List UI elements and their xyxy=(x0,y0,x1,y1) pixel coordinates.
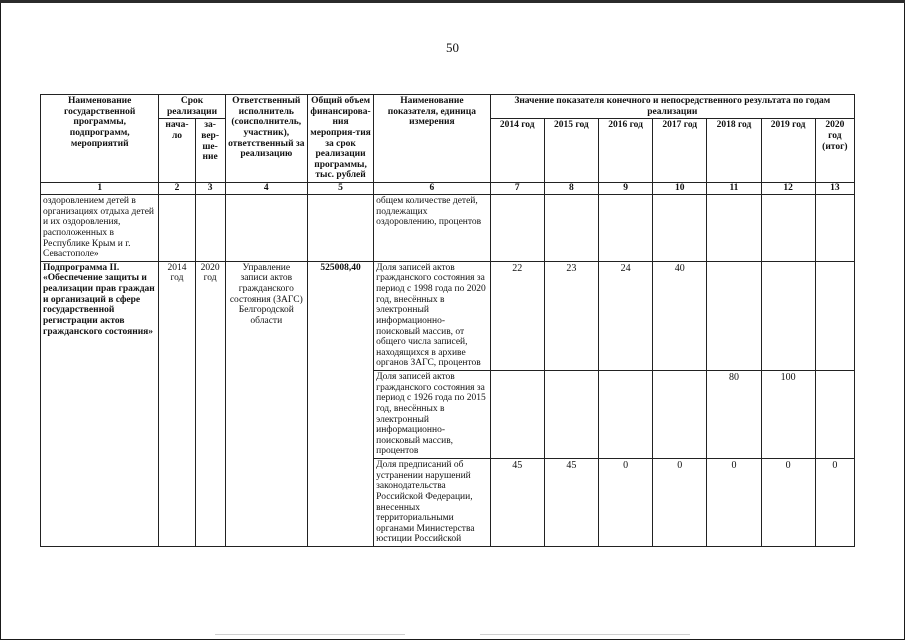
value-cell: 45 xyxy=(544,459,598,547)
header-end: за-вер-ше-ние xyxy=(195,119,225,183)
column-number: 8 xyxy=(544,183,598,195)
page-number: 50 xyxy=(446,40,459,55)
empty-cell xyxy=(159,195,195,262)
empty-cell xyxy=(195,195,225,262)
value-cell: 0 xyxy=(598,459,652,547)
value-cell: 0 xyxy=(761,459,815,547)
column-number: 11 xyxy=(707,183,761,195)
value-cell xyxy=(815,261,854,370)
empty-cell xyxy=(598,195,652,262)
header-indicator: Наименование показателя, единица измерения xyxy=(374,95,490,183)
column-number: 10 xyxy=(653,183,707,195)
executor-cell: Управление записи актов гражданского состояния (ЗАГС) Белгородской области xyxy=(225,261,307,546)
value-cell xyxy=(815,371,854,459)
header-year-2020: 2020 год (итог) xyxy=(815,119,854,183)
value-cell: 100 xyxy=(761,371,815,459)
header-year-2018: 2018 год xyxy=(707,119,761,183)
column-number: 1 xyxy=(41,183,159,195)
empty-cell xyxy=(653,195,707,262)
scan-line xyxy=(215,634,405,635)
column-number: 2 xyxy=(159,183,195,195)
header-term: Срок реализации xyxy=(159,95,225,119)
end-year-cell: 2020 год xyxy=(195,261,225,546)
value-cell: 40 xyxy=(653,261,707,370)
header-year-2019: 2019 год xyxy=(761,119,815,183)
column-number: 9 xyxy=(598,183,652,195)
value-cell xyxy=(544,371,598,459)
value-cell: 24 xyxy=(598,261,652,370)
empty-cell xyxy=(490,195,544,262)
header-values: Значение показателя конечного и непосредственного результата по годам реализации xyxy=(490,95,854,119)
table-row xyxy=(41,195,855,262)
value-cell xyxy=(490,371,544,459)
column-number-row xyxy=(41,183,855,195)
header-year-2015: 2015 год xyxy=(544,119,598,183)
header-year-2017: 2017 год xyxy=(653,119,707,183)
column-number: 4 xyxy=(225,183,307,195)
start-year-cell: 2014 год xyxy=(159,261,195,546)
empty-cell xyxy=(815,195,854,262)
column-number: 6 xyxy=(374,183,490,195)
value-cell: 0 xyxy=(815,459,854,547)
header-funding: Общий объем финансирова-ния мероприя-тия за срок реализации программы, тыс. рублей xyxy=(307,95,373,183)
indicator-cell: Доля записей актов гражданского состояния за период с 1926 года по 2015 год, внесённых в электронный информационно-поисковый массив, процентов xyxy=(374,371,490,459)
value-cell: 23 xyxy=(544,261,598,370)
value-cell: 22 xyxy=(490,261,544,370)
empty-cell xyxy=(307,195,373,262)
program-name-cell: оздоровлением детей в организациях отдыха детей и их оздоровления, расположенных в Республике Крым и г. Севастополе» xyxy=(41,195,159,262)
program-table-container xyxy=(40,94,855,594)
empty-cell xyxy=(707,195,761,262)
value-cell: 80 xyxy=(707,371,761,459)
value-cell: 45 xyxy=(490,459,544,547)
column-number: 7 xyxy=(490,183,544,195)
value-cell xyxy=(598,371,652,459)
scan-line xyxy=(480,634,690,635)
column-number: 12 xyxy=(761,183,815,195)
header-executor: Ответственный исполнитель (соисполнитель, участник), ответственный за реализацию xyxy=(225,95,307,183)
funding-cell: 525008,40 xyxy=(307,261,373,546)
indicator-cell: общем количестве детей, подлежащих оздоровлению, процентов xyxy=(374,195,490,262)
header-start: нача-ло xyxy=(159,119,195,183)
empty-cell xyxy=(761,195,815,262)
indicator-cell: Доля предписаний об устранении нарушений законодательства Российской Федерации, внесенных территориальными органами Министерства юстиции Российской xyxy=(374,459,490,547)
program-table xyxy=(40,94,855,547)
value-cell xyxy=(707,261,761,370)
empty-cell xyxy=(544,195,598,262)
header-year-2014: 2014 год xyxy=(490,119,544,183)
table-row xyxy=(41,261,855,370)
column-number: 3 xyxy=(195,183,225,195)
empty-cell xyxy=(225,195,307,262)
column-number: 5 xyxy=(307,183,373,195)
header-year-2016: 2016 год xyxy=(598,119,652,183)
indicator-cell: Доля записей актов гражданского состояния за период с 1998 года по 2020 год, внесённых в электронный информационно-поисковый массив, от общего числа записей, находящихся в архиве органов ЗАГС, процентов xyxy=(374,261,490,370)
value-cell: 0 xyxy=(653,459,707,547)
subprogram-name-cell: Подпрограмма II. «Обеспечение защиты и реализации прав граждан и организаций в сфере государственной регистрации актов гражданского состояния» xyxy=(41,261,159,546)
top-edge xyxy=(0,0,905,3)
value-cell xyxy=(761,261,815,370)
value-cell xyxy=(653,371,707,459)
column-number: 13 xyxy=(815,183,854,195)
header-program: Наименование государственной программы, подпрограмм, мероприятий xyxy=(41,95,159,183)
value-cell: 0 xyxy=(707,459,761,547)
